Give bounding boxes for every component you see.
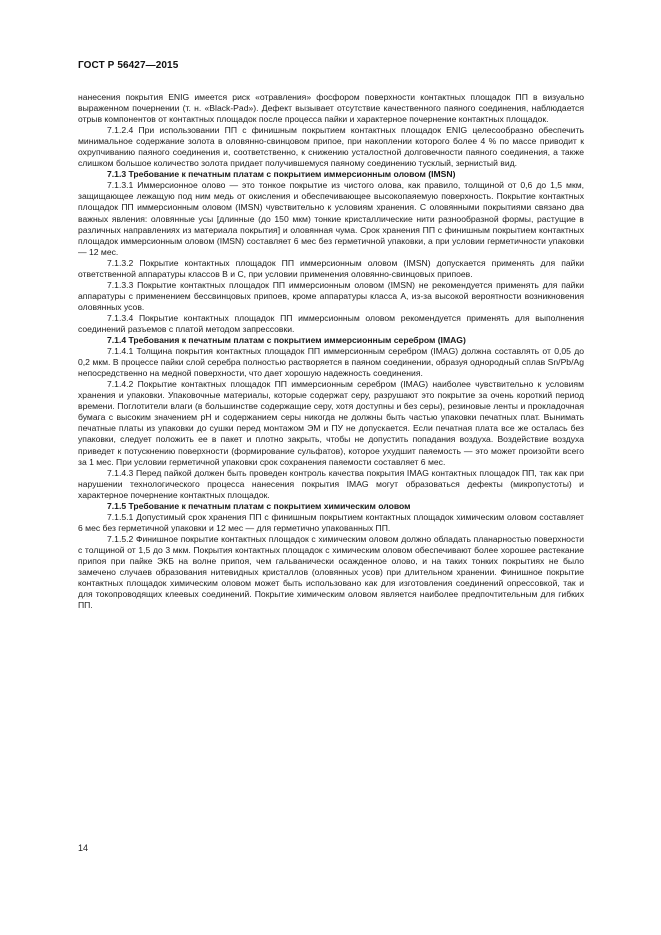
paragraph: 7.1.4.3 Перед пайкой должен быть проведен контроль качества покрытия IMAG контактных площадок ПП, так как при нарушении технологического процесса нанесения покрытия IMAG могут образоваться дефекты (микропустоты) и характерное почернение контактных площадок. <box>78 467 584 500</box>
paragraph: 7.1.5.2 Финишное покрытие контактных площадок с химическим оловом должно обладать планарностью поверхности с толщиной от 1,5 до 3 мкм. Покрытия контактных площадок с химическим оловом обеспечивают более хорошее растекание припоя при пайке ЭКБ на волне припоя, чем гальванически осажденное олово, и на таких тонких покрытиях не было замечено случаев образования нитевидных кристаллов (оловянных усов) при длительном хранении. Финишное покрытие контактных площадок химическим оловом может быть использовано как для изготовления соединений опрессовкой, так и для токопроводящих клеевых соединений. Покрытие химическим оловом является наиболее предпочтительным для гибких ПП. <box>78 533 584 611</box>
paragraph: нанесения покрытия ENIG имеется риск «отравления» фосфором поверхности контактных площадок ПП в визуально выраженном почернении (т. н. «Black-Pad»). Дефект вызывает отсутствие качественного паяного соединения, наблюдается отрыв компонентов от контактных площадок после процесса пайки и характерное почернение контактных площадок. <box>78 92 584 125</box>
paragraph: 7.1.4.1 Толщина покрытия контактных площадок ПП иммерсионным серебром (IMAG) должна составлять от 0,05 до 0,2 мкм. В процессе пайки слой серебра полностью растворяется в паяном соединении, образуя однородный сплав Sn/Pb/Ag непосредственно на медной поверхности, что дает хорошую надежность соединения. <box>78 346 584 379</box>
paragraph: 7.1.5.1 Допустимый срок хранения ПП с финишным покрытием контактных площадок химическим оловом составляет 6 мес без герметичной упаковки и 12 мес — для герметично упакованных ПП. <box>78 511 584 533</box>
page-number: 14 <box>78 843 89 853</box>
section-heading: 7.1.3 Требование к печатным платам с покрытием иммерсионным оловом (IMSN) <box>107 169 456 180</box>
paragraph: 7.1.3.1 Иммерсионное олово — это тонкое покрытие из чистого олова, как правило, толщиной от 0,6 до 1,5 мкм, защищающее лежащую под ним медь от окисления и обеспечивающее высокопаяемую поверхность. Покрытие контактных площадок ПП иммерсионным оловом (IMSN) чувствительно к условиям хранения. С оловянными покрытиями связано два важных явления: оловянные усы [длинные (до 150 мкм) тонкие кристаллические нити разнообразной формы, растущие в различных направлениях из материала покрытия] и оловянная чума. Срок хранения ПП с финишным покрытием контактных площадок иммерсионным оловом (IMSN) составляет 6 мес без герметичной упаковки, а при условии герметичности упаковки — 12 мес. <box>78 180 584 257</box>
section-heading: 7.1.4 Требования к печатным платам с покрытием иммерсионным серебром (IMAG) <box>107 335 466 346</box>
paragraph: 7.1.4.2 Покрытие контактных площадок ПП иммерсионным серебром (IMAG) наиболее чувствительно к условиям хранения и упаковки. Упаковочные материалы, которые содержат серу, разрушают это покрытие за очень короткий период времени. Поглотители влаги (в большинстве содержащие серу, хотя доступны и без серы), резиновые ленты и прокладочная бумага с высоким значением pH и содержанием серы никогда не должны быть частью упаковки печатных плат. Вынимать печатные платы из упаковки до сушки перед монтажом ЭМ и ПУ не допускается. Если печатная плата все же осталась без упаковки, следует положить ее в пакет и плотно закрыть, чтобы не допустить попадания воздуха. Воздействие воздуха приведет к потускнению поверхности (формирование сульфатов), которое ухудшит паяемость — это может произойти всего за 1 мес. При условии герметичной упаковки срок сохранения паяемости составляет 6 мес. <box>78 379 584 467</box>
standard-header: ГОСТ Р 56427—2015 <box>78 60 179 71</box>
document-body <box>78 92 584 611</box>
section-heading: 7.1.5 Требование к печатным платам с покрытием химическим оловом <box>107 500 411 511</box>
paragraph: 7.1.3.3 Покрытие контактных площадок ПП иммерсионным оловом (IMSN) не рекомендуется применять для пайки аппаратуры с применением бессвинцовых припоев, кроме аппаратуры класса А, из-за высокой вероятности возникновения оловянных усов. <box>78 279 584 312</box>
paragraph: 7.1.2.4 При использовании ПП с финишным покрытием контактных площадок ENIG целесообразно обеспечить минимальное содержание золота в оловянно-свинцовом припое, при накоплении которого более 4 % по массе приводит к охрупчиванию паяного соединения и, соответственно, к снижению усталостной долговечности паяного соединения, а также слишком большое количество золота придает получившемуся паяному соединению тусклый, зернистый вид. <box>78 125 584 169</box>
paragraph: 7.1.3.4 Покрытие контактных площадок ПП иммерсионным оловом рекомендуется применять для выполнения соединений разъемов с платой методом запрессовки. <box>78 312 584 334</box>
paragraph: 7.1.3.2 Покрытие контактных площадок ПП иммерсионным оловом (IMSN) допускается применять для пайки ответственной аппаратуры классов В и С, при условии применения оловянно-свинцовых припоев. <box>78 257 584 279</box>
